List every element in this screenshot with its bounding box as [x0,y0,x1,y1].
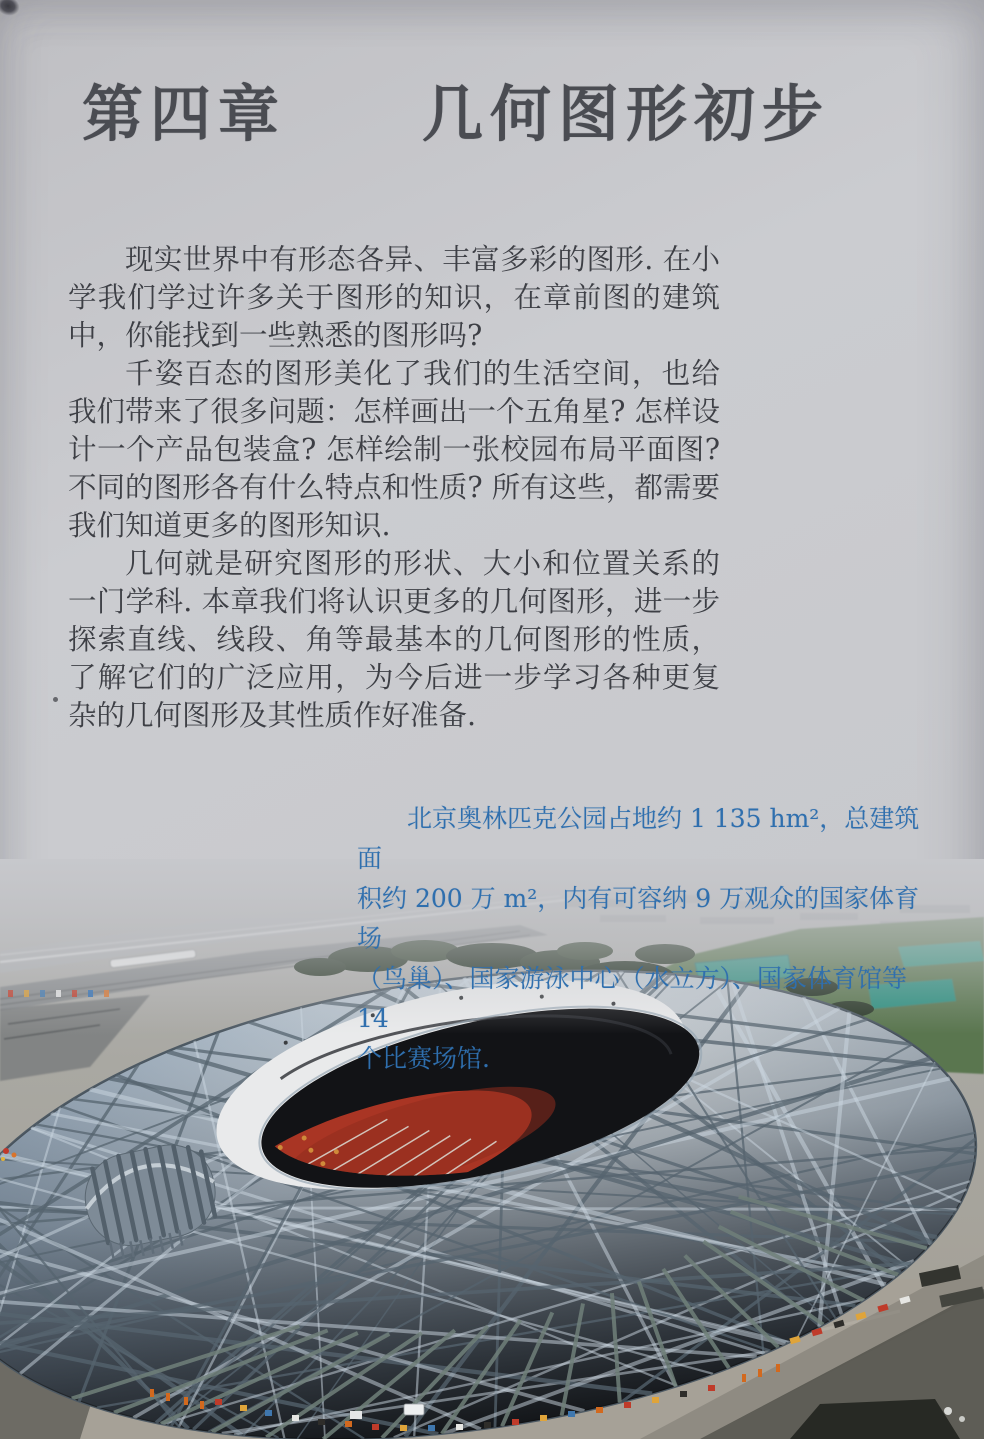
white-van [404,1404,424,1415]
intro-paragraph: 千姿百态的图形美化了我们的生活空间，也给我们带来了很多问题：怎样画出一个五角星? 怎样设计一个产品包装盒? 怎样绘制一张校园布局平面图? 不同的图形各有什么特点和性质? 所有这些，都需要我们知道更多的图形知识. [68,357,720,542]
caption-line: （鸟巢）、国家游泳中心（水立方）、国家体育馆等 14 [357,964,908,1033]
chapter-title: 第四章 几何图形初步 [82,79,831,150]
caption-line: 个比赛场馆. [357,1044,490,1073]
margin-speck [53,697,58,702]
caption-line: 积约 200 万 m²，内有可容纳 9 万观众的国家体育场 [357,884,920,953]
chapter-intro-text [68,241,720,735]
scan-corner-blot [0,0,26,22]
small-vehicle [350,1411,362,1419]
intro-paragraph: 现实世界中有形态各异、丰富多彩的图形. 在小学我们学过许多关于图形的知识，在章前图的建筑中，你能找到一些熟悉的图形吗? [68,243,720,352]
photo-caption [357,799,941,1079]
caption-line: 北京奥林匹克公园占地约 1 135 hm²，总建筑面 [357,804,920,873]
intro-paragraph: 几何就是研究图形的形状、大小和位置关系的一门学科. 本章我们将认识更多的几何图形，进一步探索直线、线段、角等最基本的几何图形的性质，了解它们的广泛应用，为今后进一步学习各种更复杂的几何图形及其性质作好准备. [68,547,720,732]
